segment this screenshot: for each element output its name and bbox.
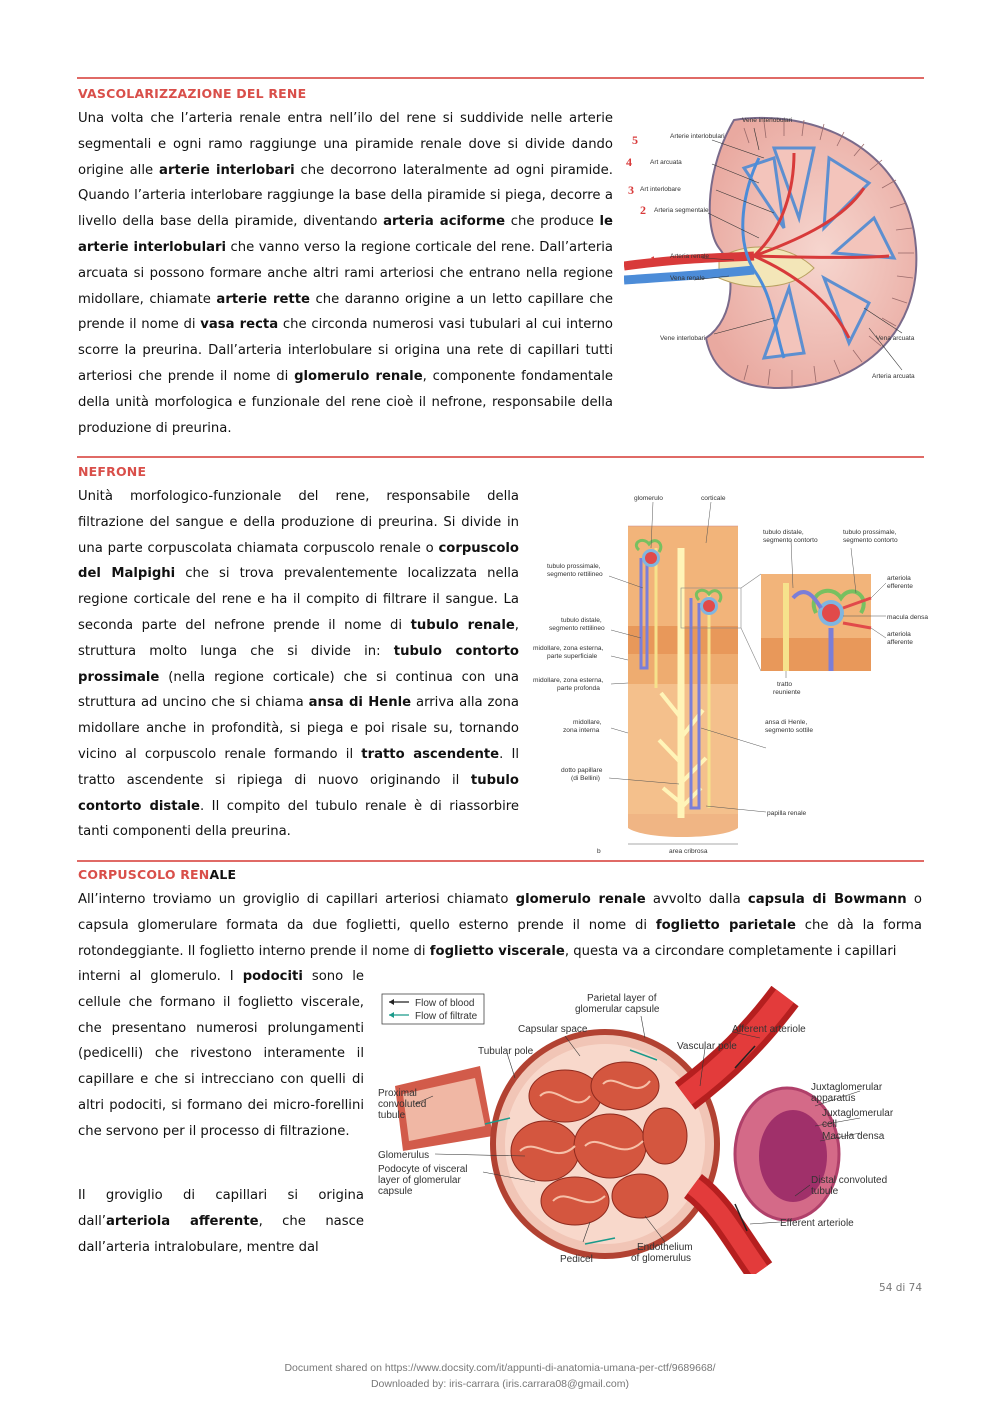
corpuscolo-paragraph-podociti: interni al glomerulo. I podociti sono le cellule che formano il foglietto viscerale, che presentano numerosi prolungamenti (pedicelli) che rivestono interamente il capillare e che si intrecciano con quelli di altri podociti, si formano dei micro-forellini che servono per il processo di filtrazione. <box>78 969 364 1139</box>
label-arteriola-efferente: arteriola efferente <box>887 575 913 590</box>
label-tubulo-distale-rettilineo: tubulo distale, segmento rettilineo <box>549 617 605 632</box>
nefrone-paragraph: Unità morfologico-funzionale del rene, responsabile della filtrazione del sangue e della produzione di preurina. Si divide in una parte corpuscolata chiamata corpuscolo renale o corpuscolo del Malpighi che si trova prevalentemente localizzata nella regione corticale del rene e ha il compito di filtrare il sangue. La seconda parte del nefrone prende il nome di tubulo renale, struttura molto lunga che si divide in: tubulo contorto prossimale (nella regione corticale) che si continua con una struttura ad uncino che si chiama ansa di Henle arriva alla zona midollare anche in profondità, si piega e poi risale su, tornando vicino al corpuscolo renale formando il tratto ascendente. Il tratto ascendente si ripiega di nuovo originando il tubulo contorto distale. Il compito del tubulo renale è di riassorbire tanti componenti della preurina. <box>78 489 520 840</box>
label-vascular-pole: Vascular pole <box>677 1041 737 1052</box>
corpuscolo-paragraph-full: All’interno troviamo un groviglio di capillari arteriosi chiamato glomerulo renale avvolto dalla capsula di Bowmann o capsula glomerulare formata da due foglietti, quello esterno prende il nome di foglietto parietale che dà la forma rotondeggiante. Il foglietto interno prende il nome di foglietto viscerale, questa va a circondare completamente i capillari <box>78 892 922 959</box>
section-divider <box>77 456 924 458</box>
label-midollare-interna: midollare, zona interna <box>563 719 602 734</box>
footer-shared-link[interactable]: Document shared on https://www.docsity.com/it/appunti-di-anatomia-umana-per-ctf/9689668/ <box>284 1362 716 1374</box>
label-capsular-space: Capsular space <box>518 1024 588 1035</box>
label-efferent-arteriole: Efferent arteriole <box>780 1218 854 1229</box>
label-number-4: 4 <box>626 155 632 169</box>
label-figure-b: b <box>597 848 601 855</box>
label-afferent-arteriole: Afferent arteriole <box>732 1024 806 1035</box>
label-vene-interlobulari: Vene interlobulari <box>742 117 793 124</box>
section-title-vascolarizzazione: VASCOLARIZZAZIONE DEL RENE <box>78 86 307 101</box>
label-arteria-segmentale: Arteria segmentale <box>654 207 709 214</box>
label-vena-renale: Vena renale <box>670 275 705 282</box>
label-tubulo-prossimale-rettilineo: tubulo prossimale, segmento rettilineo <box>547 563 603 578</box>
label-podocyte: Podocyte of visceral layer of glomerular capsule <box>378 1164 468 1197</box>
nephron-figure <box>531 488 929 856</box>
label-glomerulo: glomerulo <box>634 495 663 502</box>
vascolarizzazione-paragraph: Una volta che l’arteria renale entra nell’ilo del rene si suddivide nelle arterie segmentali e ogni ramo raggiunge una piramide renale dove si divide dando origine alle arterie interlobari che decorrono lateralmente ad ogni piramide. Quando l’arteria interlobare raggiunge la base della piramide si piega, decorre a livello della base della piramide, diventando arteria aciforme che produce le arterie interlobulari che vanno verso la regione corticale del rene. Dall’arteria arcuata si possono formare anche altri rami arteriosi che entrano nella regione midollare, chiamate arterie rette che daranno origine a un letto capillare che prende il nome di vasa recta che circonda numerosi vasi tubulari al cui interno scorre la preurina. Dall’arteria interlobulare si origina una rete di capillari tutti arteriosi che prende il nome di glomerulo renale, componente fondamentale della unità morfologica e funzionale del rene cioè il nefrone, responsabile della produzione di preurina. <box>78 111 614 436</box>
corpuscolo-paragraph-groviglio: Il groviglio di capillari si origina dall’arteriola afferente, che nasce dall’arteria intralobulare, mentre dal <box>78 1188 364 1255</box>
label-art-arcuata: Art arcuata <box>650 159 682 166</box>
label-arteria-renale: Arteria renale <box>670 253 710 260</box>
label-number-5: 5 <box>632 133 638 147</box>
label-parietal-layer: Parietal layer of glomerular capsule <box>575 993 660 1015</box>
label-flow-of-blood: Flow of blood <box>415 998 475 1009</box>
label-dotto-papillare: dotto papillare (di Bellini) <box>561 767 603 782</box>
label-arterie-interlobulari: Arterie interlobulari <box>670 133 725 140</box>
label-juxtaglomerular-cell: Juxtaglomerular cell <box>822 1108 894 1130</box>
label-macula-densa: Macula densa <box>822 1131 885 1142</box>
label-ansa-henle: ansa di Henle, segmento sottile <box>765 719 814 734</box>
label-flow-of-filtrate: Flow of filtrate <box>415 1011 478 1022</box>
label-number-1: 1 <box>650 253 656 267</box>
label-art-interlobare: Art interlobare <box>640 186 681 193</box>
label-vene-interlobari: Vene interlobari <box>660 335 706 342</box>
section-title-nefrone: NEFRONE <box>78 464 147 479</box>
label-tubulo-prossimale-contorto: tubulo prossimale, segmento contorto <box>843 529 898 544</box>
label-tubular-pole: Tubular pole <box>478 1046 534 1057</box>
label-midollare-superficiale: midollare, zona esterna, parte superficiale <box>533 645 604 660</box>
page-number: 54 di 74 <box>879 1282 922 1294</box>
label-proximal-tubule: Proximal convoluted tubule <box>378 1088 427 1121</box>
label-arteriola-afferente: arteriola afferente <box>887 631 913 646</box>
label-pedicel: Pedicel <box>560 1254 593 1265</box>
label-number-3: 3 <box>628 183 634 197</box>
label-area-cribrosa: area cribrosa <box>669 848 708 855</box>
label-corticale: corticale <box>701 495 726 502</box>
label-juxtaglomerular-apparatus: Juxtaglomerular apparatus <box>811 1082 883 1104</box>
label-vena-arcuata: Vena arcuata <box>876 335 915 342</box>
kidney-vascularization-figure <box>624 108 928 394</box>
label-endothelium: Endothelium of glomerulus <box>631 1242 693 1264</box>
section-divider <box>77 77 924 79</box>
label-tubulo-distale-contorto: tubulo distale, segmento contorto <box>763 529 818 544</box>
glomerulus-figure <box>375 986 925 1274</box>
label-papilla-renale: papilla renale <box>767 810 807 817</box>
label-arteria-arcuata: Arteria arcuata <box>872 373 915 380</box>
label-distal-tubule: Distal convoluted tubule <box>811 1175 888 1197</box>
section-divider <box>77 860 924 862</box>
section-title-corpuscolo: CORPUSCOLO RENALE <box>78 867 237 882</box>
label-glomerulus: Glomerulus <box>378 1150 430 1161</box>
footer-downloaded-by: Downloaded by: iris-carrara (iris.carrara08@gmail.com) <box>370 1378 630 1390</box>
label-midollare-profonda: midollare, zona esterna, parte profonda <box>533 677 604 692</box>
label-number-2: 2 <box>640 203 646 217</box>
label-tratto-reuniente: tratto reuniente <box>773 681 801 696</box>
label-macula-densa: macula densa <box>887 614 929 621</box>
